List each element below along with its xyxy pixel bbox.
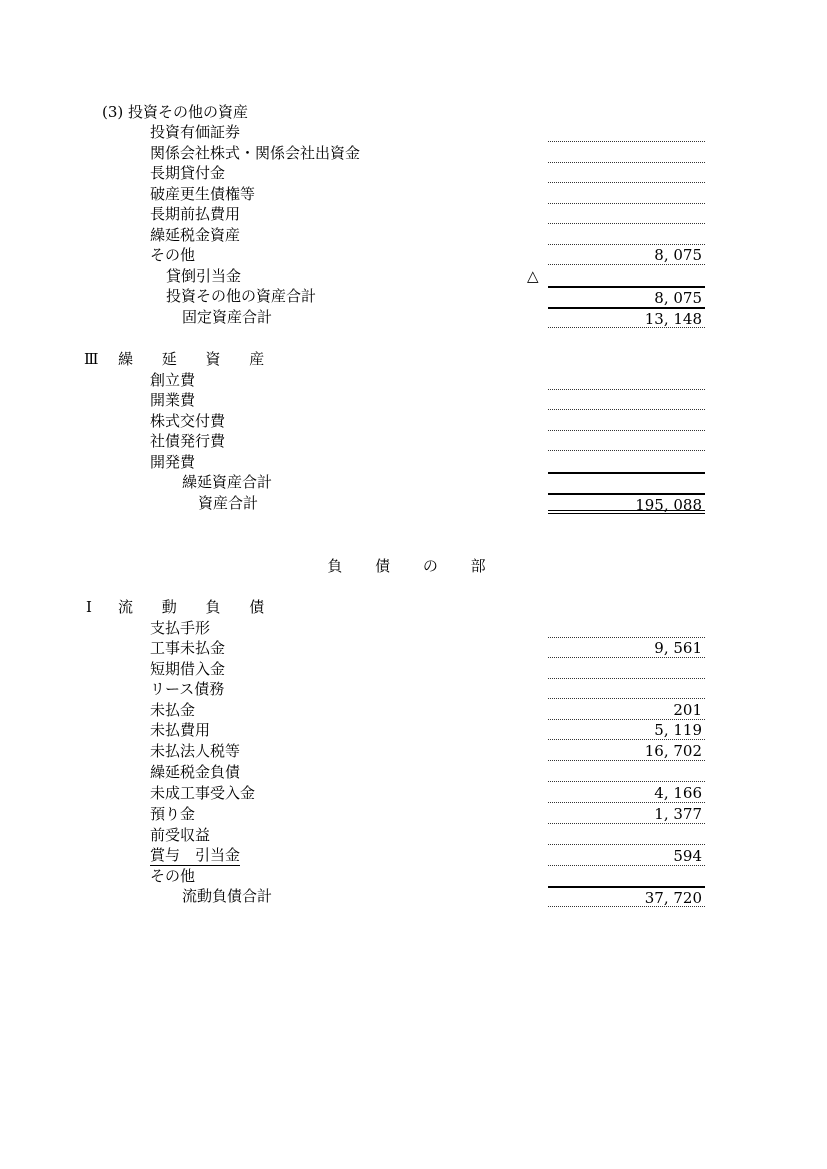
deferred-heading: 繰 延 資 産 — [118, 350, 277, 368]
assets-total-label: 資産合計 — [198, 494, 259, 512]
row-value — [548, 370, 705, 390]
deferred-subtotal-label: 繰延資産合計 — [182, 473, 273, 491]
row-value: 4, 166 — [548, 783, 705, 803]
table-row — [0, 225, 827, 245]
current-liabilities-heading-row — [0, 597, 827, 617]
row-value — [548, 825, 705, 845]
liabilities-section-title: 負 債 の 部 — [327, 557, 500, 575]
row-label: 開業費 — [150, 391, 196, 409]
row-label: 長期貸付金 — [150, 164, 226, 182]
row-label: 未払法人税等 — [150, 742, 241, 760]
table-row — [0, 783, 827, 803]
row-label: 工事未払金 — [150, 639, 226, 657]
fixed-assets-total-label: 固定資産合計 — [182, 308, 273, 326]
row-label: 長期前払費用 — [150, 205, 241, 223]
row-label: 支払手形 — [150, 619, 211, 637]
assets-total-value: 195, 088 — [548, 493, 705, 514]
table-row — [0, 143, 827, 163]
row-label: 社債発行費 — [150, 432, 226, 450]
table-row — [0, 390, 827, 410]
investments-subtotal-value: 8, 075 — [548, 286, 705, 307]
row-value: 201 — [548, 700, 705, 720]
allowance-label: 貸倒引当金 — [166, 267, 242, 285]
row-value: 16, 702 — [548, 741, 705, 761]
table-row — [0, 700, 827, 720]
table-row — [0, 866, 827, 886]
current-liabilities-total-value: 37, 720 — [548, 886, 705, 907]
table-row — [0, 204, 827, 224]
row-value — [548, 143, 705, 163]
row-value: 9, 561 — [548, 638, 705, 658]
row-label: 短期借入金 — [150, 660, 226, 678]
table-row — [0, 411, 827, 431]
table-row — [0, 122, 827, 142]
row-label: 未払費用 — [150, 721, 211, 739]
table-row — [0, 618, 827, 638]
row-label: 賞与 引当金 — [150, 846, 241, 864]
row-value — [548, 163, 705, 183]
row-label: 開発費 — [150, 453, 196, 471]
table-row — [0, 184, 827, 204]
allowance-value — [548, 266, 705, 286]
row-value — [548, 411, 705, 431]
row-value — [548, 122, 705, 142]
row-label: リース債務 — [150, 680, 225, 698]
row-label: 投資有価証券 — [150, 123, 241, 141]
row-value — [548, 184, 705, 204]
table-row — [0, 370, 827, 390]
row-value: 8, 075 — [548, 245, 705, 265]
row-value — [548, 225, 705, 245]
row-label: 前受収益 — [150, 826, 211, 844]
total-row — [0, 493, 827, 513]
current-liabilities-total-label: 流動負債合計 — [182, 887, 273, 905]
row-label: 未成工事受入金 — [150, 784, 256, 802]
table-row — [0, 659, 827, 679]
row-value — [548, 618, 705, 638]
row-label: その他 — [150, 867, 196, 885]
row-label: 破産更生債権等 — [150, 185, 256, 203]
investments-subtotal-label: 投資その他の資産合計 — [166, 287, 317, 305]
subtotal-row — [0, 472, 827, 492]
table-row — [0, 163, 827, 183]
row-value — [548, 866, 705, 886]
table-row — [0, 431, 827, 451]
table-row — [0, 720, 827, 740]
row-value — [548, 679, 705, 699]
row-label: その他 — [150, 246, 196, 264]
table-row — [0, 245, 827, 265]
liabilities-title-row — [0, 556, 827, 576]
section-number: Ⅰ — [86, 598, 92, 616]
table-row — [0, 679, 827, 699]
allowance-row — [0, 266, 827, 286]
row-label: 株式交付費 — [150, 412, 226, 430]
deferred-subtotal-value — [548, 472, 705, 493]
row-value: 594 — [548, 846, 705, 866]
row-value: 5, 119 — [548, 720, 705, 740]
row-value — [548, 431, 705, 451]
row-value — [548, 762, 705, 782]
row-value — [548, 452, 705, 472]
row-label: 創立費 — [150, 371, 196, 389]
table-row — [0, 846, 827, 866]
total-row — [0, 307, 827, 327]
table-row — [0, 825, 827, 845]
investments-heading: (3) 投資その他の資産 — [102, 103, 249, 121]
row-value — [548, 659, 705, 679]
section-number: Ⅲ — [84, 350, 99, 368]
row-label: 繰延税金資産 — [150, 226, 241, 244]
row-value — [548, 390, 705, 410]
row-label: 預り金 — [150, 805, 196, 823]
deferred-heading-row — [0, 349, 827, 369]
table-row — [0, 638, 827, 658]
row-label: 関係会社株式・関係会社出資金 — [150, 144, 361, 162]
table-row — [0, 741, 827, 761]
row-label: 未払金 — [150, 701, 196, 719]
table-row — [0, 452, 827, 472]
table-row — [0, 762, 827, 782]
fixed-assets-total-value: 13, 148 — [548, 307, 705, 328]
table-row — [0, 804, 827, 824]
triangle-mark: △ — [527, 267, 539, 285]
row-label: 繰延税金負債 — [150, 763, 241, 781]
current-liabilities-heading: 流 動 負 債 — [118, 598, 277, 616]
investments-heading-row — [0, 102, 827, 122]
subtotal-row — [0, 886, 827, 906]
row-value — [548, 204, 705, 224]
row-value: 1, 377 — [548, 804, 705, 824]
subtotal-row — [0, 286, 827, 306]
